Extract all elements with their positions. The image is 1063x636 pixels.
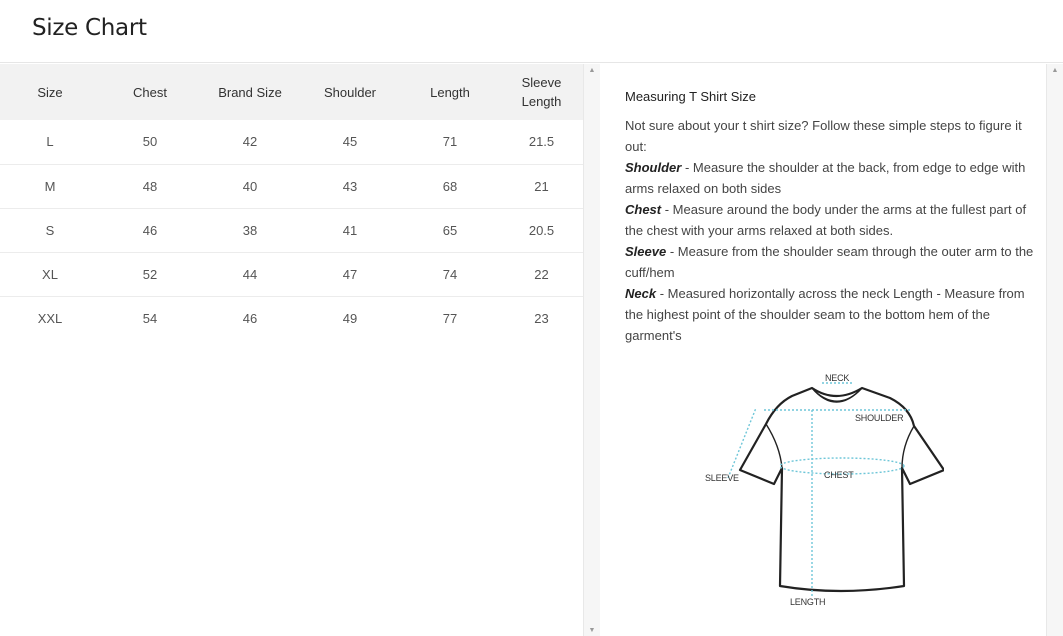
- table-cell: 23: [534, 310, 549, 326]
- guide-step-text: - Measured horizontally across the neck Length - Measure from the highest point of the shoulder seam to the bottom hem of the garment's: [625, 286, 1025, 343]
- table-cell: 47: [300, 252, 400, 296]
- guide-step: [625, 157, 1035, 199]
- guide-title: Measuring T Shirt Size: [625, 89, 757, 104]
- table-cell: 42: [200, 120, 300, 164]
- table-cell: 48: [100, 164, 200, 208]
- scroll-down-arrow-icon[interactable]: ▼: [588, 627, 596, 634]
- table-cell: 68: [400, 164, 500, 208]
- table-cell: 41: [300, 208, 400, 252]
- table-row: [0, 296, 583, 340]
- table-cell: XL: [0, 252, 100, 296]
- guide-intro: Not sure about your t shirt size? Follow these simple steps to figure it out:: [625, 118, 1022, 154]
- guide-step-text: - Measure from the shoulder seam through the outer arm to the cuff/hem: [625, 244, 1034, 280]
- table-cell: 45: [300, 120, 400, 164]
- chest-label: CHEST: [824, 470, 854, 480]
- table-cell: XXL: [37, 310, 63, 326]
- neck-label: NECK: [825, 373, 850, 383]
- guide-step-term: Neck: [625, 286, 657, 301]
- scroll-up-arrow-icon[interactable]: ▲: [588, 67, 596, 74]
- table-cell: 38: [200, 208, 300, 252]
- table-header-row: [0, 64, 583, 120]
- table-cell: 50: [100, 120, 200, 164]
- table-cell: 43: [300, 164, 400, 208]
- table-row: [0, 120, 583, 164]
- guide-scrollbar[interactable]: [1046, 64, 1063, 636]
- size-table: [0, 64, 583, 340]
- table-cell: 52: [100, 252, 200, 296]
- page-header: [0, 0, 1063, 63]
- table-cell: S: [0, 208, 100, 252]
- guide-step-text: - Measure the shoulder at the back, from edge to edge with arms relaxed on both sides: [625, 160, 1026, 196]
- table-cell: 71: [400, 120, 500, 164]
- guide-step-term: Sleeve: [625, 244, 667, 259]
- measuring-guide-panel: [601, 64, 1046, 636]
- guide-text: [625, 115, 1035, 346]
- table-cell: 49: [342, 310, 358, 326]
- table-cell: 21: [500, 164, 583, 208]
- sleeve-label: SLEEVE: [705, 473, 739, 483]
- shoulder-label: SHOULDER: [855, 413, 904, 423]
- column-header: Shoulder: [323, 84, 377, 100]
- column-header: Length: [430, 84, 470, 100]
- table-cell: 20.5: [500, 208, 583, 252]
- table-cell: L: [0, 120, 100, 164]
- table-row: [0, 252, 583, 296]
- column-header: Size: [37, 84, 63, 100]
- table-cell: 46: [100, 208, 200, 252]
- guide-step: [625, 199, 1035, 241]
- table-cell: 46: [242, 310, 258, 326]
- length-label: LENGTH: [790, 597, 826, 607]
- table-cell: 74: [400, 252, 500, 296]
- column-header: Brand Size: [218, 84, 282, 100]
- table-scrollbar[interactable]: [583, 64, 600, 636]
- table-cell: 22: [500, 252, 583, 296]
- guide-step-term: Shoulder: [625, 160, 682, 175]
- table-row: [0, 208, 583, 252]
- guide-step: [625, 283, 1035, 346]
- table-cell: 44: [200, 252, 300, 296]
- tshirt-diagram: [704, 370, 944, 610]
- table-cell: 54: [142, 310, 158, 326]
- table-cell: 21.5: [500, 120, 583, 164]
- table-cell: 40: [200, 164, 300, 208]
- size-table-panel: [0, 64, 583, 636]
- tshirt-outline-icon: [704, 370, 944, 610]
- table-cell: 77: [442, 310, 458, 326]
- column-header: Chest: [133, 84, 167, 100]
- guide-step-term: Chest: [625, 202, 662, 217]
- table-cell: M: [0, 164, 100, 208]
- column-header: Sleeve Length: [521, 75, 562, 109]
- table-row: [0, 164, 583, 208]
- table-cell: 65: [400, 208, 500, 252]
- scroll-up-arrow-icon[interactable]: ▲: [1051, 67, 1059, 74]
- guide-step: [625, 241, 1035, 283]
- page-title: Size Chart: [32, 15, 147, 41]
- guide-step-text: - Measure around the body under the arms at the fullest part of the chest with your arms relaxed at both sides.: [625, 202, 1027, 238]
